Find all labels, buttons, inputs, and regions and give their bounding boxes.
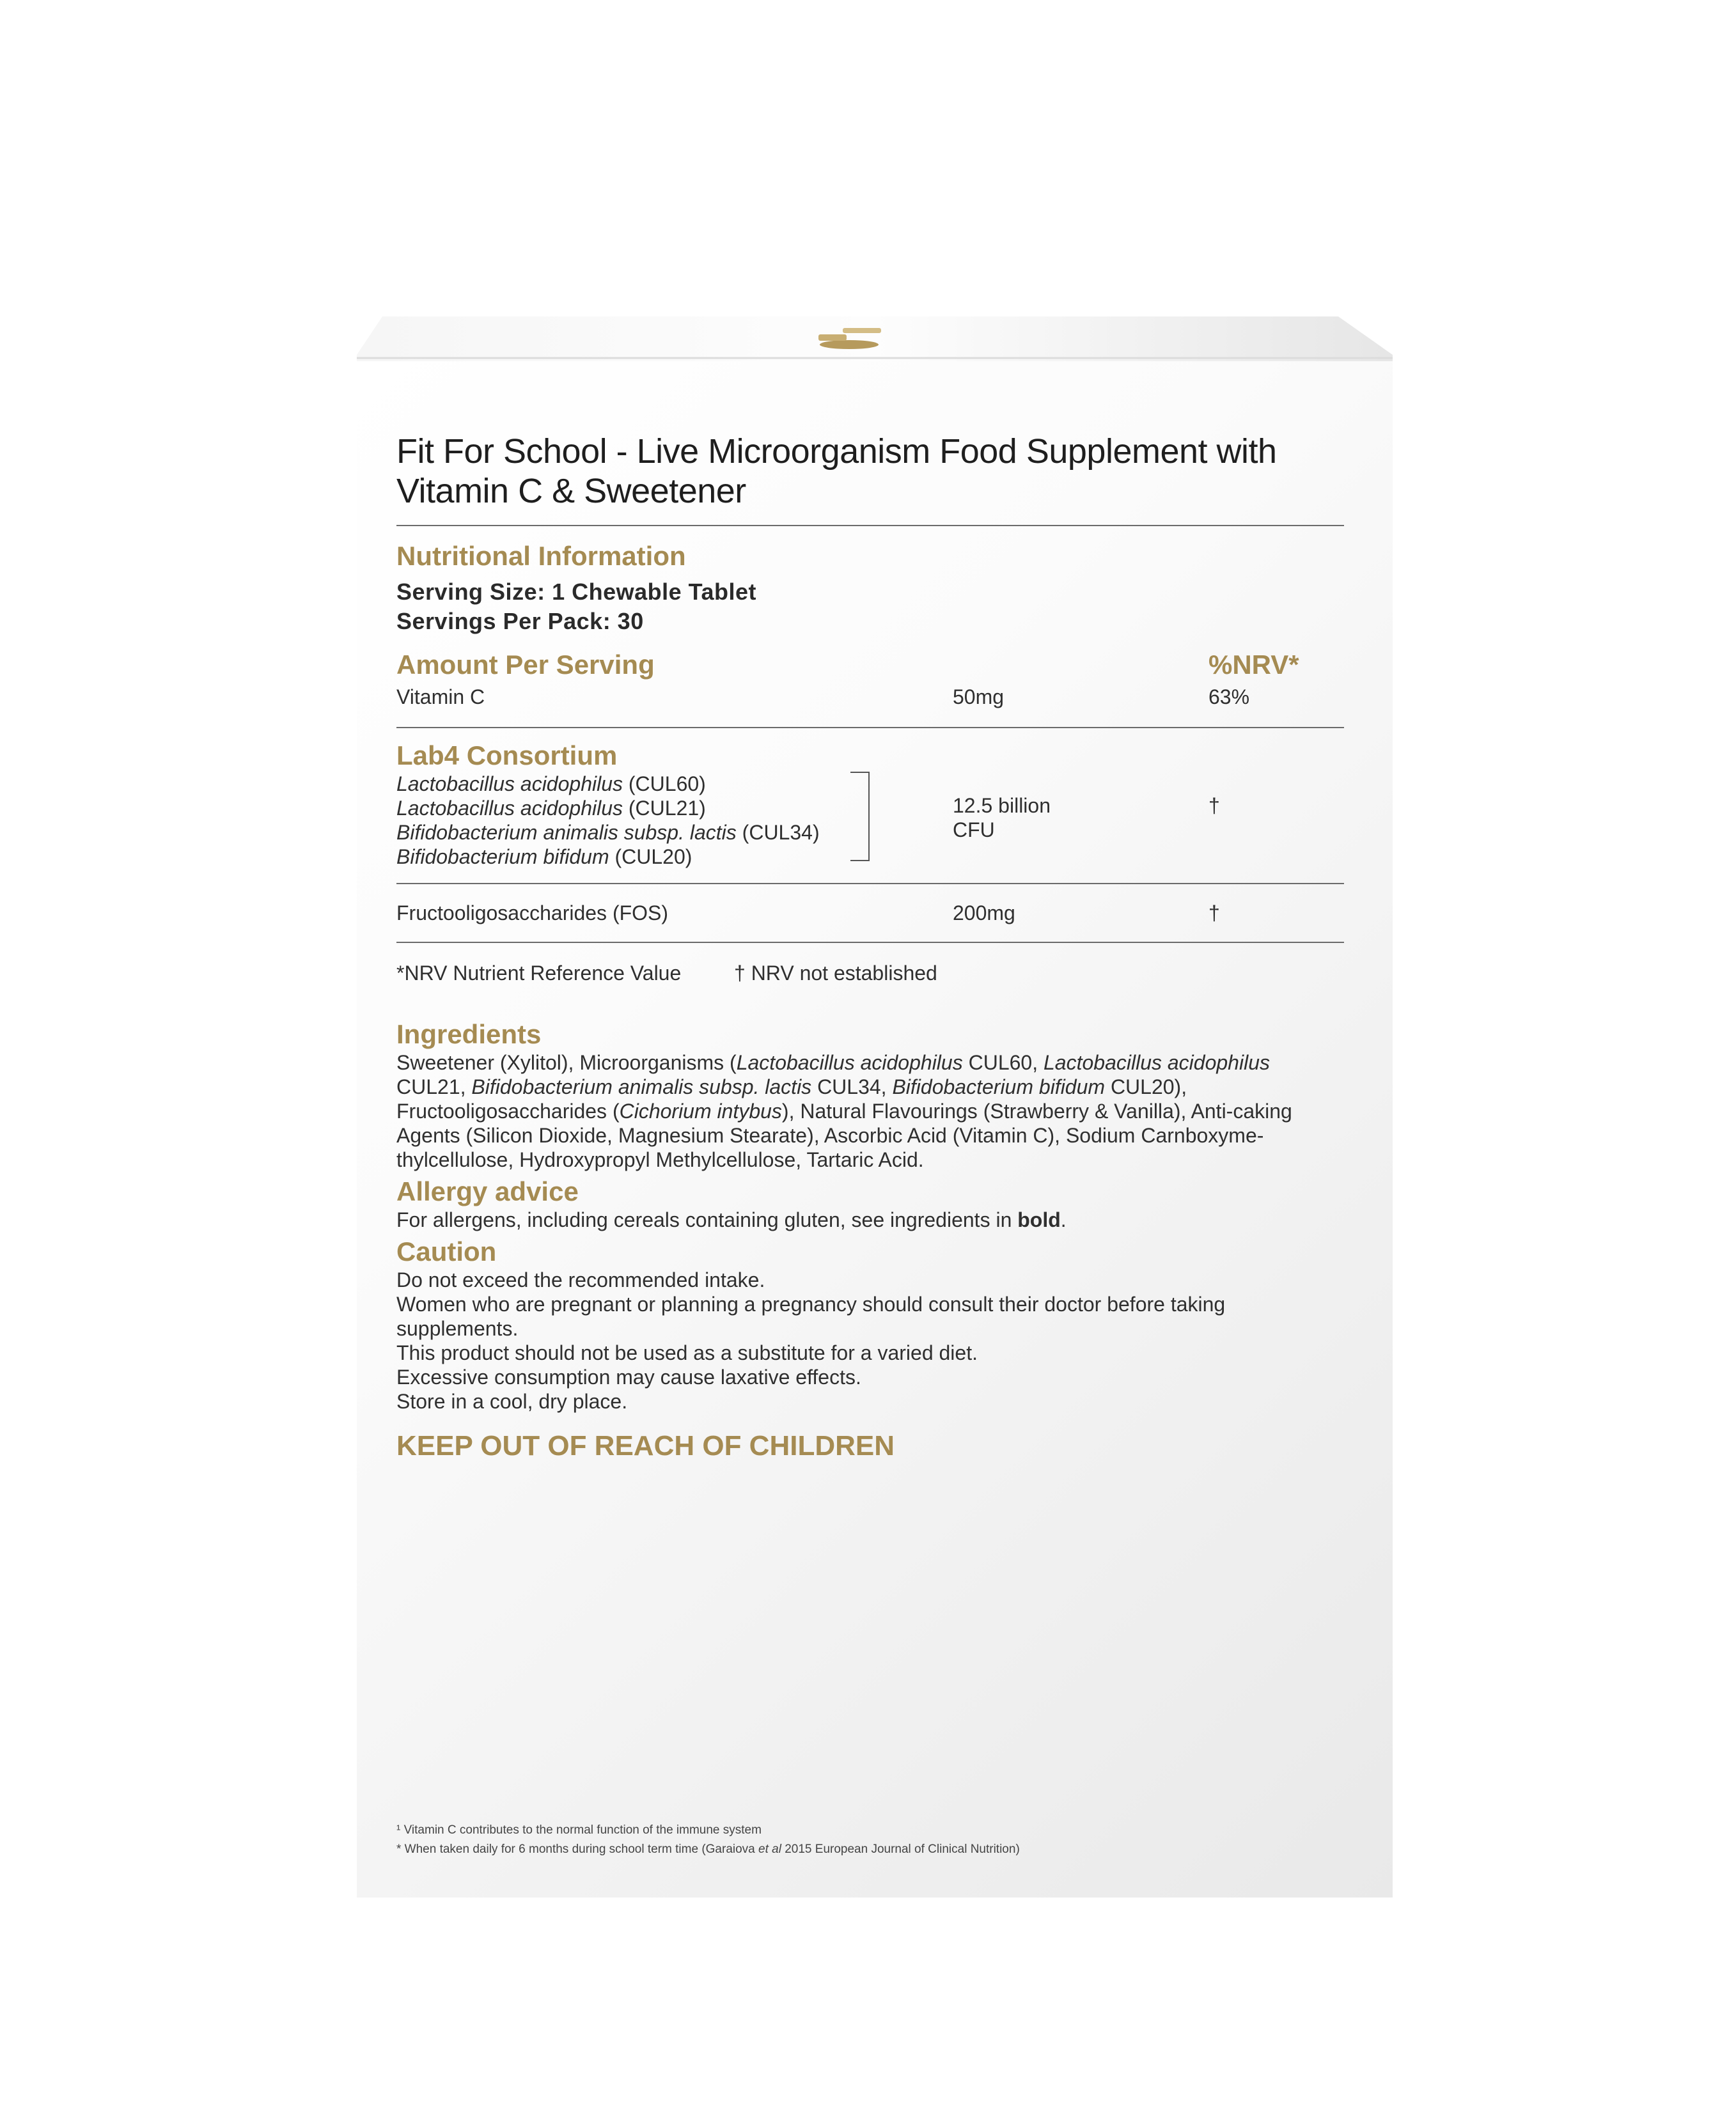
divider	[396, 883, 1344, 884]
box-top-flap	[357, 316, 1393, 361]
amount-heading: Amount Per Serving	[396, 650, 655, 680]
consortium-nrv: †	[1208, 794, 1220, 817]
fos-row	[396, 901, 1344, 926]
strain-list	[396, 772, 820, 869]
nrv-not-established: † NRV not established	[734, 962, 937, 985]
caution-line: Women who are pregnant or planning a pregnancy should consult their doctor before taking	[396, 1293, 1226, 1316]
list-item: Bifidobacterium bifidum (CUL20)	[396, 845, 692, 868]
caution-line: Store in a cool, dry place.	[396, 1390, 628, 1413]
caution-text	[396, 1268, 1344, 1414]
small-print	[396, 1821, 1343, 1859]
ingredients-heading: Ingredients	[396, 1019, 542, 1049]
product-title	[396, 432, 1344, 511]
nrv-heading: %NRV*	[1208, 650, 1299, 680]
keep-out-warning: KEEP OUT OF REACH OF CHILDREN	[396, 1430, 895, 1461]
vitamin-c-nrv: 63%	[1208, 685, 1250, 708]
title-line-1: Fit For School - Live Microorganism Food Supplement with	[396, 432, 1277, 471]
allergy-text: For allergens, including cereals containing gluten, see ingredients in bold.	[396, 1208, 1067, 1231]
vitamin-c-amount: 50mg	[953, 685, 1005, 708]
label-content	[396, 432, 1344, 1462]
serving-size: Serving Size: 1 Chewable Tablet	[396, 579, 756, 605]
fos-nrv: †	[1208, 901, 1220, 924]
caution-line: Do not exceed the recommended intake.	[396, 1268, 765, 1291]
divider	[396, 727, 1344, 728]
servings-per-pack: Servings Per Pack: 30	[396, 608, 644, 634]
small-print-line-2: * When taken daily for 6 months during school term time (Garaiova et al 2015 European Journal of Clinical Nutrition)	[396, 1843, 1020, 1856]
amount-header-row	[396, 649, 1344, 685]
allergy-heading: Allergy advice	[396, 1176, 579, 1206]
consortium-heading: Lab4 Consortium	[396, 740, 618, 770]
caution-line: supplements.	[396, 1317, 519, 1340]
caution-line: This product should not be used as a substitute for a varied diet.	[396, 1341, 978, 1364]
ingredients-text: Sweetener (Xylitol), Microorganisms (Lactobacillus acidophilus CUL60, Lactobacillus acidophilus CUL21, Bifidobacterium animalis subsp. lactis CUL34, Bifidobacterium bifidum CUL20), Fructooligosaccharides (Cichorium intybus), Natural Flavourings (Strawberry & Vanilla), Anti-caking Agents (Silicon Dioxide, Magnesium Stearate), Ascorbic Acid (Vitamin C), Sodium Carnboxyme- thylcellulose, Hydroxypropyl Methylcellulose, Tartaric Acid.	[396, 1051, 1292, 1171]
list-item: Bifidobacterium animalis subsp. lactis (CUL34)	[396, 821, 820, 844]
divider	[396, 942, 1344, 943]
nutritional-heading: Nutritional Information	[396, 541, 686, 571]
list-item: Lactobacillus acidophilus (CUL21)	[396, 797, 706, 820]
consortium-amount	[953, 793, 1051, 842]
consortium-amount-line-1: 12.5 billion	[953, 794, 1051, 817]
title-line-2: Vitamin C & Sweetener	[396, 472, 746, 510]
consortium-row	[396, 772, 1344, 869]
nrv-definition: *NRV Nutrient Reference Value	[396, 962, 682, 985]
fos-name: Fructooligosaccharides (FOS)	[396, 901, 669, 924]
caution-line: Excessive consumption may cause laxative effects.	[396, 1366, 861, 1389]
list-item: Lactobacillus acidophilus (CUL60)	[396, 772, 706, 795]
vitamin-c-row	[396, 685, 1344, 710]
caution-heading: Caution	[396, 1236, 497, 1267]
consortium-amount-line-2: CFU	[953, 818, 995, 841]
fos-amount: 200mg	[953, 901, 1015, 924]
nrv-footnotes	[396, 961, 1344, 986]
vitamin-c-name: Vitamin C	[396, 685, 485, 708]
strain-bracket	[850, 772, 870, 861]
small-print-line-1: ¹ Vitamin C contributes to the normal function of the immune system	[396, 1823, 762, 1837]
divider	[396, 525, 1344, 526]
